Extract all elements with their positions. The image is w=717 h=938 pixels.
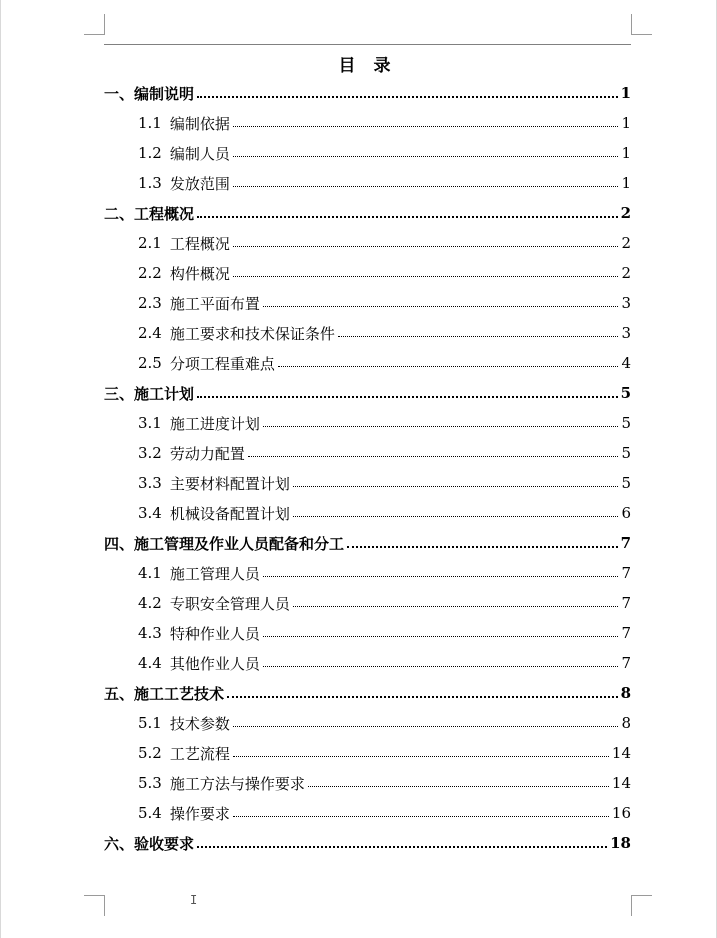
toc-entry-title: 主要材料配置计划 <box>169 474 290 493</box>
toc-entry-title: 验收要求 <box>134 834 195 853</box>
toc-entry-title: 构件概况 <box>169 264 230 283</box>
toc-dot-leader <box>338 335 619 337</box>
toc-dot-leader <box>263 305 619 307</box>
toc-entry-page: 14 <box>611 744 631 762</box>
toc-entry-page: 1 <box>620 84 631 102</box>
toc-entry-number: 三、 <box>104 384 135 403</box>
toc-dot-leader <box>233 155 619 157</box>
toc-entry-page: 2 <box>621 234 631 252</box>
toc-dot-leader <box>197 395 618 398</box>
toc-entry-chapter[interactable] <box>104 528 631 558</box>
toc-entry-number: 2.1 <box>138 234 162 252</box>
toc-entry-title: 其他作业人员 <box>169 654 260 673</box>
toc-dot-leader <box>227 695 618 698</box>
toc-entry-number: 5.4 <box>138 804 162 822</box>
toc-dot-leader <box>197 845 607 848</box>
toc-entry-page: 7 <box>621 564 631 582</box>
toc-entry-page: 7 <box>621 624 631 642</box>
toc-entry-title: 编制人员 <box>169 144 230 163</box>
toc-entry-chapter[interactable] <box>104 678 631 708</box>
toc-entry-title: 工程概况 <box>134 204 195 223</box>
toc-entry-page: 2 <box>620 204 631 222</box>
toc-entry-title: 编制说明 <box>134 84 195 103</box>
toc-entry-number: 一、 <box>104 84 135 103</box>
toc-entry-page: 1 <box>621 114 631 132</box>
toc-entry-title: 施工计划 <box>134 384 195 403</box>
toc-entry-number: 3.1 <box>138 414 162 432</box>
toc-dot-leader <box>197 95 618 98</box>
crop-mark-top-right <box>631 14 652 35</box>
toc-entry-number: 五、 <box>104 684 135 703</box>
toc-entry-page: 7 <box>621 654 631 672</box>
page-left-edge <box>0 0 1 938</box>
toc-entry-section[interactable] <box>104 708 631 738</box>
toc-dot-leader <box>308 785 609 787</box>
toc-entry-number: 六、 <box>104 834 135 853</box>
toc-entry-title: 施工管理人员 <box>169 564 260 583</box>
toc-entry-section[interactable] <box>104 438 631 468</box>
toc-entry-page: 7 <box>621 594 631 612</box>
toc-entry-title: 工程概况 <box>169 234 230 253</box>
toc-dot-leader <box>263 425 619 427</box>
toc-entry-page: 7 <box>620 534 631 552</box>
toc-entry-number: 2.2 <box>138 264 162 282</box>
toc-dot-leader <box>233 725 619 727</box>
crop-mark-top-left <box>84 14 105 35</box>
crop-mark-bottom-right <box>631 895 652 916</box>
toc-entry-title: 分项工程重难点 <box>169 354 275 373</box>
toc-entry-page: 14 <box>611 774 631 792</box>
toc-entry-section[interactable] <box>104 618 631 648</box>
toc-dot-leader <box>233 275 619 277</box>
toc-entry-title: 机械设备配置计划 <box>169 504 290 523</box>
toc-dot-leader <box>293 605 619 607</box>
toc-dot-leader <box>248 455 619 457</box>
toc-entry-title: 编制依据 <box>169 114 230 133</box>
toc-entry-number: 5.2 <box>138 744 162 762</box>
toc-dot-leader <box>293 515 619 517</box>
toc-entry-title: 特种作业人员 <box>169 624 260 643</box>
toc-entry-section[interactable] <box>104 558 631 588</box>
toc-entry-number: 3.3 <box>138 474 162 492</box>
toc-entry-number: 3.4 <box>138 504 162 522</box>
toc-dot-leader <box>233 245 619 247</box>
toc-entry-number: 2.3 <box>138 294 162 312</box>
toc-entry-page: 4 <box>621 354 631 372</box>
toc-dot-leader <box>233 125 619 127</box>
toc-entry-number: 四、 <box>104 534 135 553</box>
toc-entry-number: 二、 <box>104 204 135 223</box>
toc-dot-leader <box>263 635 619 637</box>
toc-entry-section[interactable] <box>104 168 631 198</box>
toc-entry-title: 专职安全管理人员 <box>169 594 290 613</box>
toc-dot-leader <box>233 815 609 817</box>
toc-entry-page: 18 <box>610 834 631 852</box>
toc-dot-leader <box>278 365 619 367</box>
toc-dot-leader <box>347 545 618 548</box>
toc-entry-page: 3 <box>621 324 631 342</box>
toc-entry-page: 8 <box>620 684 631 702</box>
toc-entry-section[interactable] <box>104 318 631 348</box>
toc-entry-page: 6 <box>621 504 631 522</box>
toc-entry-title: 施工工艺技术 <box>134 684 225 703</box>
table-of-contents <box>104 78 631 858</box>
toc-entry-title: 工艺流程 <box>169 744 230 763</box>
toc-entry-section[interactable] <box>104 288 631 318</box>
toc-entry-section[interactable] <box>104 738 631 768</box>
toc-entry-chapter[interactable] <box>104 378 631 408</box>
toc-entry-chapter[interactable] <box>104 78 631 108</box>
toc-entry-page: 1 <box>621 174 631 192</box>
toc-entry-page: 5 <box>621 444 631 462</box>
toc-entry-page: 2 <box>621 264 631 282</box>
toc-entry-section[interactable] <box>104 798 631 828</box>
toc-entry-section[interactable] <box>104 138 631 168</box>
toc-entry-chapter[interactable] <box>104 198 631 228</box>
toc-entry-number: 2.4 <box>138 324 162 342</box>
toc-entry-title: 发放范围 <box>169 174 230 193</box>
toc-dot-leader <box>233 755 609 757</box>
toc-entry-title: 施工管理及作业人员配备和分工 <box>134 534 345 553</box>
toc-title: 目 录 <box>338 56 397 76</box>
toc-entry-title: 施工平面布置 <box>169 294 260 313</box>
toc-entry-section[interactable] <box>104 648 631 678</box>
toc-entry-page: 3 <box>621 294 631 312</box>
toc-entry-page: 5 <box>621 414 631 432</box>
toc-entry-page: 5 <box>620 384 631 402</box>
toc-entry-page: 5 <box>621 474 631 492</box>
toc-entry-section[interactable] <box>104 348 631 378</box>
toc-entry-page: 16 <box>611 804 631 822</box>
toc-entry-section[interactable] <box>104 258 631 288</box>
toc-entry-number: 1.3 <box>138 174 162 192</box>
toc-entry-number: 4.3 <box>138 624 162 642</box>
toc-entry-number: 5.3 <box>138 774 162 792</box>
toc-entry-number: 5.1 <box>138 714 162 732</box>
toc-entry-title: 施工要求和技术保证条件 <box>169 324 335 343</box>
toc-entry-number: 1.1 <box>138 114 162 132</box>
toc-entry-section[interactable] <box>104 588 631 618</box>
toc-entry-page: 1 <box>621 144 631 162</box>
toc-entry-section[interactable] <box>104 768 631 798</box>
toc-entry-title: 操作要求 <box>169 804 230 823</box>
toc-entry-section[interactable] <box>104 408 631 438</box>
toc-dot-leader <box>263 575 619 577</box>
toc-dot-leader <box>197 215 618 218</box>
text-cursor-icon: I <box>190 893 198 907</box>
toc-entry-title: 施工进度计划 <box>169 414 260 433</box>
toc-entry-title: 技术参数 <box>169 714 230 733</box>
toc-dot-leader <box>263 665 619 667</box>
toc-entry-number: 4.2 <box>138 594 162 612</box>
toc-entry-page: 8 <box>621 714 631 732</box>
toc-dot-leader <box>233 185 619 187</box>
toc-entry-section[interactable] <box>104 468 631 498</box>
toc-entry-section[interactable] <box>104 228 631 258</box>
toc-entry-number: 4.4 <box>138 654 162 672</box>
toc-entry-title: 施工方法与操作要求 <box>169 774 305 793</box>
toc-entry-section[interactable] <box>104 498 631 528</box>
toc-entry-number: 4.1 <box>138 564 162 582</box>
toc-entry-section[interactable] <box>104 108 631 138</box>
toc-entry-number: 1.2 <box>138 144 162 162</box>
toc-dot-leader <box>293 485 619 487</box>
toc-entry-number: 3.2 <box>138 444 162 462</box>
toc-entry-title: 劳动力配置 <box>169 444 245 463</box>
crop-mark-bottom-left <box>84 895 105 916</box>
toc-entry-number: 2.5 <box>138 354 162 372</box>
header-rule <box>104 44 631 45</box>
toc-entry-chapter[interactable] <box>104 828 631 858</box>
